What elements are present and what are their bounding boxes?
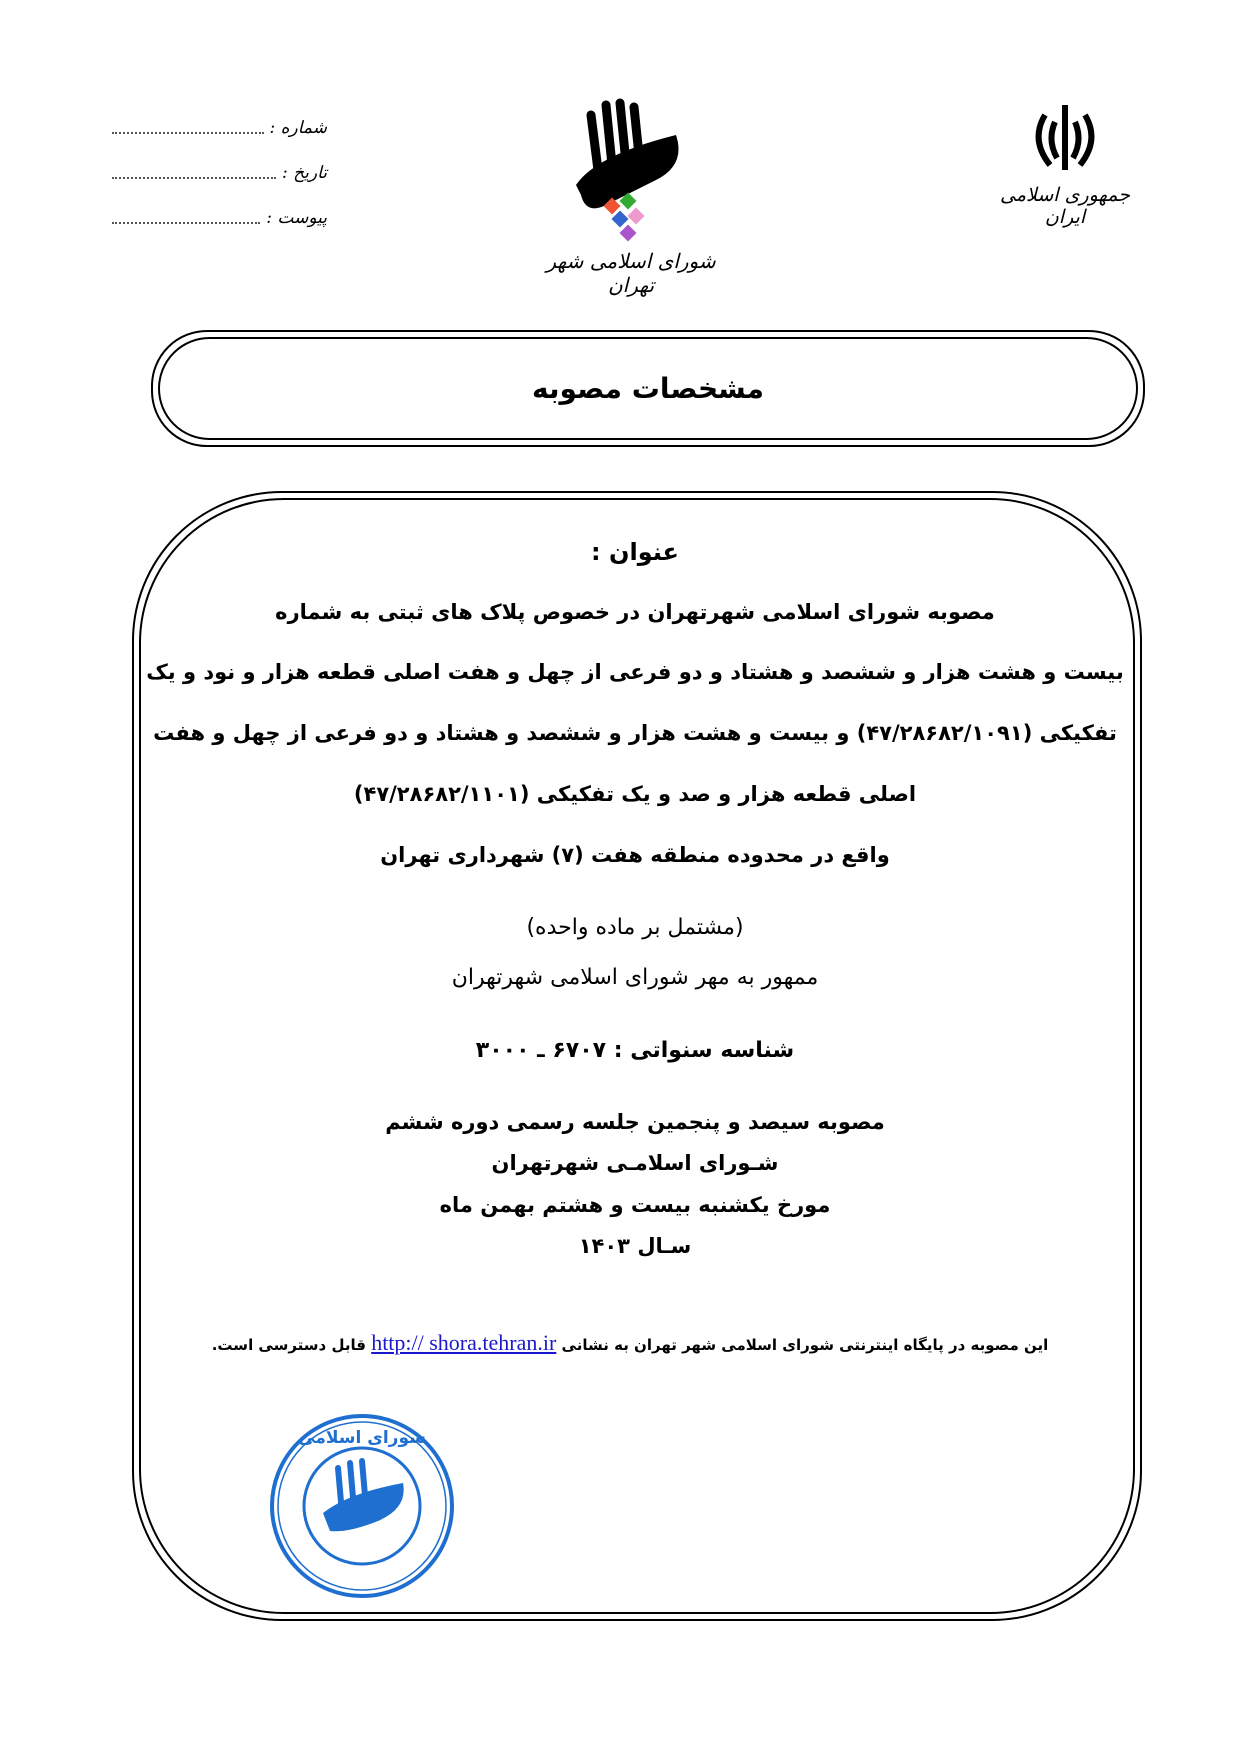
seal-icon bbox=[268, 1413, 456, 1599]
subject-line: اصلی قطعه هزار و صد و یک تفکیکی (۴۷/۲۸۶۸۲/۱۱۰۱) bbox=[353, 782, 917, 806]
stamped-text: ممهور به مهر شورای اسلامی شهرتهران bbox=[451, 965, 819, 990]
subject-line: تفکیکی (۴۷/۲۸۶۸۲/۱۰۹۱) و بیست و هشت هزار و ششصد و هشتاد و دو فرعی از چهل و هفت bbox=[153, 721, 1117, 745]
session-line: شـورای اسلامـی شهرتهران bbox=[491, 1151, 779, 1175]
page-title: مشخصات مصوبه bbox=[532, 372, 764, 405]
iran-emblem bbox=[990, 100, 1140, 240]
date-label: تاریخ : bbox=[282, 163, 327, 183]
number-label: شماره : bbox=[269, 118, 327, 138]
attachment-field bbox=[112, 208, 327, 228]
svg-text:شورای اسلامی: شورای اسلامی bbox=[298, 1428, 426, 1448]
iran-emblem-text: جمهوری اسلامی ایران bbox=[1000, 184, 1130, 228]
subject-heading: عنوان : bbox=[591, 538, 679, 566]
subject-line: واقع در محدوده منطقه هفت (۷) شهرداری تهران bbox=[380, 843, 890, 867]
iran-emblem-icon bbox=[1025, 100, 1105, 180]
website-link[interactable]: http:// shora.tehran.ir bbox=[371, 1330, 557, 1355]
council-logo-text: شورای اسلامی شهر تهران bbox=[546, 249, 716, 297]
number-field bbox=[112, 118, 327, 138]
number-dots bbox=[112, 122, 264, 134]
date-dots bbox=[112, 167, 276, 179]
attachment-label: پیوست : bbox=[266, 208, 327, 228]
council-seal bbox=[268, 1413, 456, 1599]
council-logo-icon bbox=[536, 95, 726, 245]
footer-text-after: قابل دسترسی است. bbox=[211, 1336, 366, 1354]
date-field bbox=[112, 163, 327, 183]
subject-line: بیست و هشت هزار و ششصد و هشتاد و دو فرعی از چهل و هفت اصلی قطعه هزار و نود و یک bbox=[146, 660, 1124, 684]
council-logo bbox=[536, 95, 726, 297]
footer-note bbox=[200, 1330, 1060, 1356]
session-line: مورخ یکشنبه بیست و هشتم بهمن ماه bbox=[439, 1193, 831, 1217]
scope-text: (مشتمل بر ماده واحده) bbox=[526, 915, 744, 940]
session-line: سـال ۱۴۰۳ bbox=[578, 1234, 692, 1258]
title-box bbox=[151, 330, 1145, 447]
session-line: مصوبه سیصد و پنجمین جلسه رسمی دوره ششم bbox=[385, 1110, 885, 1134]
subject-line: مصوبه شورای اسلامی شهرتهران در خصوص پلاک های ثبتی به شماره bbox=[275, 600, 995, 624]
annual-id: شناسه سنواتی : ۶۷۰۷ ـ ۳۰۰۰ bbox=[475, 1038, 795, 1063]
attachment-dots bbox=[112, 212, 260, 224]
footer-text-before: این مصوبه در پایگاه اینترنتی شورای اسلامی شهر تهران به نشانی bbox=[561, 1336, 1049, 1354]
